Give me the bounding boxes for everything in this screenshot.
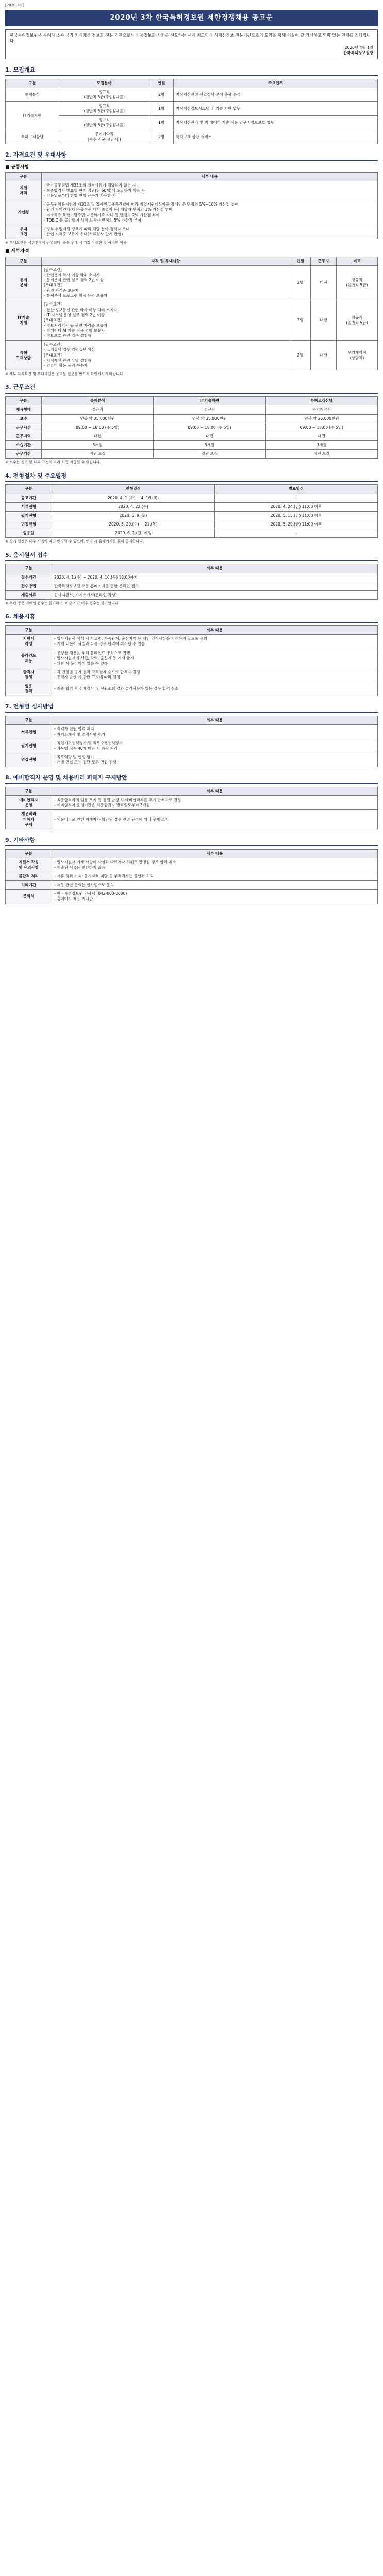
table-header: 구분 [6, 564, 52, 573]
section-misc [5, 837, 378, 904]
table-cell: 수습기간 [6, 440, 42, 449]
table-row [6, 405, 378, 414]
table-cell: - 채용비리로 인한 피해자가 확인된 경우 관련 규정에 따라 구제 조치 [52, 810, 378, 829]
table-cell: - 최종합격자의 임용 포기 등 결원 발생 시 예비합격자를 추가 합격자로 결정 - 예비합격자 운영기간은 최종합격자 발표일로부터 3개월 [52, 796, 378, 810]
table-cell: 제출서류 [6, 590, 52, 599]
table-cell: 무기계약직 (상담직) [337, 341, 378, 370]
table-cell: 정규직 (일반직 5급(주임)/대졸) [59, 88, 149, 101]
table-row [6, 796, 378, 810]
table-cell: 정규직 [42, 405, 154, 414]
table-cell: 정규직 (일반직 5급(주임)/대졸) [59, 116, 149, 130]
table-cell: 문의처 [6, 890, 52, 904]
table-cell: 정규직 [154, 405, 265, 414]
table-cell: 무기계약직 [265, 405, 377, 414]
table-cell: 연봉 약 25,000천원 [265, 414, 377, 423]
table-row [6, 881, 378, 890]
table-cell: 대전 [311, 300, 337, 341]
application-table [5, 564, 378, 600]
table-cell: 정년 보장 [265, 450, 377, 459]
table-header: 주요업무 [173, 79, 377, 88]
overview-table [5, 79, 378, 144]
table-row [6, 635, 378, 649]
table-cell: - 적격자 전원 합격 처리 - 자기소개서 및 경력사항 평가 [52, 725, 378, 739]
table-row [6, 450, 378, 459]
table-cell: 지원 자격 [6, 181, 42, 200]
intro-org: 한국특허정보원장 [343, 50, 373, 55]
table-cell: 1명 [149, 116, 174, 130]
section-title: 5. 응시원서 접수 [5, 552, 378, 562]
table-header: 구분 [6, 716, 52, 725]
table-row [6, 520, 378, 529]
section-hiring-notes [5, 613, 378, 696]
table-cell: - 직무역량 및 인성 평가 - 개별 면접 또는 집단 토론 면접 진행 [52, 753, 378, 767]
table-cell: 연봉 약 35,000천원 [42, 414, 154, 423]
table-cell: 대전 [42, 432, 154, 440]
table-cell: 입사지원서, 자기소개서(온라인 작성) [52, 590, 378, 599]
table-cell: [필수요건] - 전산·정보통신 관련 학사 이상 학위 소지자 - IT 시스템 운영 실무 경력 2년 이상 [우대요건] - 정보처리기사 등 관련 자격증 보유자 - 빅데이터·AI 기술 적용 경험 보유자 - 정보보호 관련 업무 경험자 [42, 300, 290, 341]
table-row [6, 341, 378, 370]
hiring-notes-table [5, 625, 378, 696]
table-cell: 2명 [290, 300, 311, 341]
section-qualifications [5, 151, 378, 377]
section-application [5, 552, 378, 606]
table-row [6, 265, 378, 300]
table-header: 특허고객상담 [265, 397, 377, 405]
table-cell: 불합격 처리 [6, 872, 52, 881]
section-title: 4. 전형절차 및 주요일정 [5, 472, 378, 482]
table-cell: 지식재산관련 산업정책 분석 총괄 분석 [173, 88, 377, 101]
table-cell: 필기전형 [6, 511, 52, 520]
table-cell: 정년 보장 [154, 450, 265, 459]
table-cell: 가산점 [6, 200, 42, 225]
work-note: ※ 보수는 경력 및 내부 규정에 따라 차등 지급될 수 있습니다. [5, 460, 101, 465]
section-reserve-candidates [5, 774, 378, 829]
schedule-note: ※ 상기 일정은 내부 사정에 따라 변경될 수 있으며, 변경 시 홈페이지를 통해 공지합니다. [5, 539, 144, 544]
table-cell: - 각 전형별 평가 결과 고득점자 순으로 합격자 결정 - 동점자 발생 시 관련 규정에 따라 결정 [52, 668, 378, 682]
table-cell: 대전 [311, 341, 337, 370]
section-title: 7. 전형별 심사방법 [5, 703, 378, 713]
table-cell: 지식재산정보시스템 IT 기술 지원 업무 [173, 102, 377, 116]
table-cell: 2020. 4. 22.(수) [52, 502, 215, 511]
table-header: 세부 내용 [52, 849, 378, 858]
table-row [6, 300, 378, 341]
table-header: 근무지 [311, 257, 337, 265]
table-header: 구분 [6, 172, 42, 181]
table-row [6, 502, 378, 511]
table-row [6, 225, 378, 239]
table-header: 구분 [6, 849, 52, 858]
table-row [6, 440, 378, 449]
table-cell: 2명 [290, 265, 311, 300]
table-cell: 2020. 6. 1.(월) 예정 [52, 529, 215, 538]
section-title: 2. 자격요건 및 우대사항 [5, 151, 378, 161]
table-cell: - 공정한 채용을 위해 블라인드 방식으로 진행 - 입사지원서에 사진, 학력, 출신지 등 기재 금지 - 위반 시 불이익이 있을 수 있음 [52, 649, 378, 668]
table-row [6, 810, 378, 829]
table-cell: 대전 [311, 265, 337, 300]
table-row [6, 529, 378, 538]
table-cell: - 정부 취업지원 정책에 따라 해당 분야 경력자 우대 - 관련 자격증 보유자 우대(서류심사 단계 반영) [42, 225, 378, 239]
table-row [6, 753, 378, 767]
table-row [6, 200, 378, 225]
table-cell: - 공무원임용시험령 제31조 및 장애인고용촉진법에 따라 취업지원대상자와 장애인은 만점의 5%~10% 가산점 부여 - 관련 지역인재(대전·충청권 대학 졸업자 등) 해당자 만점의 3% 가산점 부여 - 저소득층·북한이탈주민·다문화가족 자녀 등 만점의 2% 가산점 부여 - TOEIC 등 공인영어 성적 보유자 만점의 5% 가산점 부여 [42, 200, 378, 225]
table-cell: 2020. 4. 1.(수) ~ 2020. 4. 16.(목) 18:00까지 [52, 573, 378, 582]
section-work-conditions [5, 384, 378, 465]
common-qualifications-table [5, 172, 378, 239]
table-cell: 지식재산관리 및 빅 데이터 기술 적용 연구 / 정보보호 업무 [173, 116, 377, 130]
table-cell: 09:00 ~ 18:00 (주 5일) [154, 423, 265, 432]
work-conditions-table [5, 396, 378, 459]
misc-table [5, 849, 378, 904]
detail-qualifications-table [5, 257, 378, 370]
table-header: 자격 및 우대사항 [42, 257, 290, 265]
table-cell: - 최종 합격 후 신체검사 및 신원조회 결과 결격사유가 있는 경우 합격 취소 [52, 682, 378, 696]
table-cell: 접수기간 [6, 573, 52, 582]
table-cell: 2020. 5. 9.(토) [52, 511, 215, 520]
table-cell: 정규직 (일반직 5급) [337, 300, 378, 341]
table-cell: - 국가공무원법 제33조의 결격사유에 해당하지 않는 자 - 최종합격자 발표일 현재 정년(만 60세)에 도달하지 않은 자 - 임용일로부터 현업 전일 근무가 가능한 자 [42, 181, 378, 200]
section-schedule [5, 472, 378, 545]
table-cell: 정년 보장 [42, 450, 154, 459]
table-cell: 근무시간 [6, 423, 42, 432]
table-header: 전형일정 [52, 485, 215, 494]
table-header: IT기술지원 [154, 397, 265, 405]
table-cell: 정규직 (일반직 5급(주임)/대졸) [59, 102, 149, 116]
evaluation-table [5, 716, 378, 767]
section-title: 1. 모집개요 [5, 66, 378, 76]
table-cell: 한국특허정보원 채용 홈페이지를 통한 온라인 접수 [52, 582, 378, 590]
table-cell: 09:00 ~ 18:00 (주 5일) [42, 423, 154, 432]
table-cell: - 한국특허정보원 인사팀 (042-000-0000) - 홈페이지 채용 게시판 [52, 890, 378, 904]
schedule-table [5, 484, 378, 538]
intro-text: 한국특허정보원은 특허청 소속 국가 지식재산 정보화 전문 기관으로서 지능정보화 사회를 선도하는 세계 최고의 지식재산정보 전문기관으로의 도약을 함께 이끌어 갈 참신하고 역량 있는 인재를 기다립니다. [10, 32, 371, 43]
table-cell: 2명 [149, 88, 174, 101]
table-cell: 지원서 작성 및 유의사항 [6, 858, 52, 872]
table-header: 비고 [337, 257, 378, 265]
table-cell: 합격자 결정 [6, 668, 52, 682]
table-cell: 근무지역 [6, 432, 42, 440]
table-cell: 대전 [265, 432, 377, 440]
table-cell: 연봉 약 35,000천원 [154, 414, 265, 423]
table-row [6, 668, 378, 682]
table-header: 구분 [6, 626, 52, 635]
section-title: 8. 예비합격자 운영 및 채용비리 피해자 구제방안 [5, 774, 378, 784]
table-cell: 통계 분석 [6, 265, 42, 300]
section-evaluation [5, 703, 378, 767]
table-header: 구분 [6, 257, 42, 265]
table-header: 통계분석 [42, 397, 154, 405]
table-cell: [필수요건] - 관련분야 학사 이상 학위 소지자 - 통계분석 관련 실무 경력 2년 이상 [우대요건] - 관련 자격증 보유자 - 통계분석 프로그램 활용 능력 보유자 [42, 265, 290, 300]
table-row [6, 858, 378, 872]
table-cell: 특허 고객상담 [6, 341, 42, 370]
table-cell: 3개월 [265, 440, 377, 449]
table-header: 세부 내용 [52, 564, 378, 573]
table-cell: - 입사지원서 작성 시 학교명, 가족관계, 출신지역 등 개인 인적사항을 기재하지 않도록 유의 - 기재 내용이 사실과 다를 경우 합격이 취소될 수 있음 [52, 635, 378, 649]
table-row [6, 582, 378, 590]
table-cell: - 서류 허위 기재, 응시자격 미달 등 부적격자는 불합격 처리 [52, 872, 378, 881]
table-cell: 정규직 (일반직 5급) [337, 265, 378, 300]
table-header: 세부 내용 [52, 716, 378, 725]
intro-box [5, 29, 378, 59]
table-cell: - 채용 관련 문의는 인사팀으로 문의 [52, 881, 378, 890]
intro-date: 2020년 4월 1일 [344, 45, 373, 50]
table-cell: 보수 [6, 414, 42, 423]
table-header: 구분 [6, 397, 42, 405]
table-cell: 필기전형 [6, 739, 52, 753]
table-header: 구분 [6, 79, 59, 88]
table-header: 모집분야 [59, 79, 149, 88]
table-row [6, 872, 378, 881]
table-cell: 2020. 5. 20.(수) ~ 21.(목) [52, 520, 215, 529]
table-row [6, 739, 378, 753]
table-cell: 무기계약직 (특수 직군(상담직)) [59, 130, 149, 144]
table-row [6, 890, 378, 904]
table-row [6, 88, 378, 101]
table-row [6, 682, 378, 696]
table-cell: 2020. 5. 15.(금) 11:00 이후 [214, 511, 377, 520]
table-header: 세부 내용 [42, 172, 378, 181]
detail-note: ※ 세부 자격요건 및 우대사항은 공고문 원문을 반드시 확인하시기 바랍니다. [5, 371, 124, 376]
table-cell: IT기술 지원 [6, 300, 42, 341]
table-cell: 2020. 5. 29.(금) 11:00 이후 [214, 520, 377, 529]
table-cell: 서류전형 [6, 502, 52, 511]
table-cell: 서류전형 [6, 725, 52, 739]
page-title: 2020년 3차 한국특허정보원 제한경쟁채용 공고문 [5, 10, 378, 26]
reserve-table [5, 787, 378, 829]
table-cell: [필수요건] - 고객상담 업무 경력 1년 이상 [우대요건] - 지식재산 관련 상담 경험자 - 컴퓨터 활용 능력 우수자 [42, 341, 290, 370]
section-recruitment-overview [5, 66, 378, 144]
table-cell: 공고기간 [6, 494, 52, 502]
table-cell: 채용비리 피해자 구제 [6, 810, 52, 829]
table-cell: 2명 [290, 341, 311, 370]
table-cell: 2020. 4. 1.(수) ~ 4. 16.(목) [52, 494, 215, 502]
table-cell: 채용형태 [6, 405, 42, 414]
table-cell: 09:00 ~ 18:00 (주 5일) [265, 423, 377, 432]
common-subtitle: ■ 공통사항 [5, 164, 29, 170]
common-note: ※ 우대요건은 서류전형에 반영되며, 중복 우대 시 가장 유리한 것 하나만 적용 [5, 241, 127, 245]
section-title: 9. 기타사항 [5, 837, 378, 846]
table-cell: - [214, 494, 377, 502]
table-cell: 면접전형 [6, 753, 52, 767]
table-cell: 임용일 [6, 529, 52, 538]
detail-subtitle: ■ 세부자격 [5, 249, 29, 255]
table-row [6, 102, 378, 116]
table-header: 세부 내용 [52, 787, 378, 796]
table-row [6, 590, 378, 599]
table-cell: 근무기간 [6, 450, 42, 459]
table-cell: 블라인드 채용 [6, 649, 52, 668]
table-cell: 처리기간 [6, 881, 52, 890]
table-row [6, 725, 378, 739]
table-row [6, 130, 378, 144]
table-row [6, 116, 378, 130]
table-cell: 우대 요건 [6, 225, 42, 239]
table-cell: 임용 결격 [6, 682, 52, 696]
table-cell: - 직업기초능력평가 및 직무수행능력평가 - 과목별 점수 40% 미만 시 과락 처리 [52, 739, 378, 753]
table-cell: 2020. 4. 24.(금) 11:00 이후 [214, 502, 377, 511]
table-row [6, 414, 378, 423]
table-cell: 2명 [149, 130, 174, 144]
table-cell: - 입사지원서 기재 사항이 사실과 다르거나 허위로 판명될 경우 합격 취소 - 제출된 서류는 반환하지 않음 [52, 858, 378, 872]
table-cell: 접수방법 [6, 582, 52, 590]
section-title: 3. 근무조건 [5, 384, 378, 394]
table-header: 인원 [149, 79, 174, 88]
table-cell: 대전 [154, 432, 265, 440]
table-cell: 1명 [149, 102, 174, 116]
table-header: 발표일정 [214, 485, 377, 494]
table-cell: 3개월 [154, 440, 265, 449]
table-cell: 통계분석 [6, 88, 59, 101]
table-cell: IT기술지원 [6, 102, 59, 130]
table-row [6, 494, 378, 502]
table-header: 구분 [6, 787, 52, 796]
table-header: 구분 [6, 485, 52, 494]
table-cell: - [214, 529, 377, 538]
table-cell: 지원서 작성 [6, 635, 52, 649]
table-cell: 면접전형 [6, 520, 52, 529]
application-note: ※ 우편·방문·이메일 접수는 불가하며, 마감 시간 이후 접수는 불가합니다. [5, 601, 120, 605]
table-row [6, 432, 378, 440]
doc-code: [2020-3차] [5, 3, 25, 7]
table-cell: 특허고객상담 [6, 130, 59, 144]
table-row [6, 181, 378, 200]
table-cell: 3개월 [42, 440, 154, 449]
table-header: 세부 내용 [52, 626, 378, 635]
table-header: 인원 [290, 257, 311, 265]
section-title: 6. 채용시휴 [5, 613, 378, 623]
table-row [6, 573, 378, 582]
table-row [6, 423, 378, 432]
table-row [6, 511, 378, 520]
table-cell: 예비합격자 운영 [6, 796, 52, 810]
table-cell: 특허고객 상담 서비스 [173, 130, 377, 144]
table-row [6, 649, 378, 668]
